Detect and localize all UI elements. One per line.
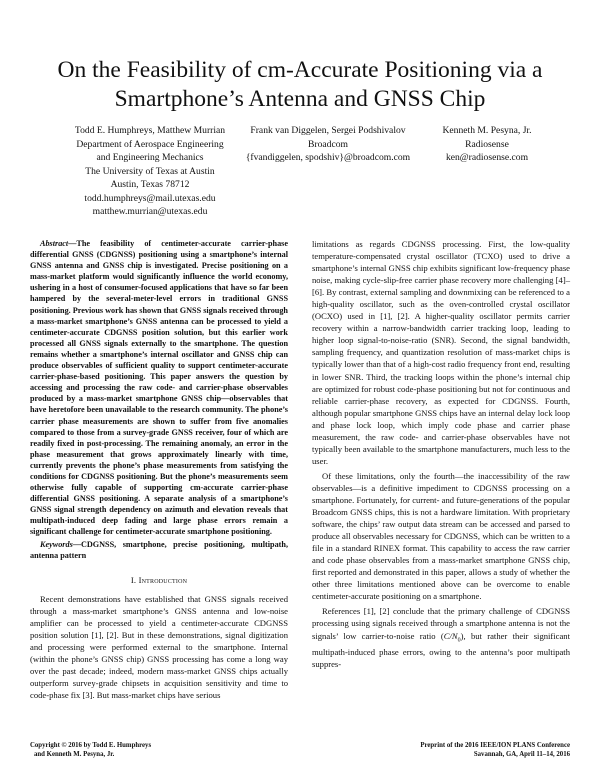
abstract-text: The feasibility of centimeter-accurate carrier-phase differential GNSS (CDGNSS) positioning using a smartphone’s internal GNSS antenna and GNSS chip is investigated. Precise positioning on a mass-market platform would significantly influence the world economy, ushering in a host of consumer-focused applications that have so far been hampered by the several-meter-level errors in traditional GNSS positioning. Previous work has shown that GNSS signals received through a mass-market smartphone’s GNSS antenna can be processed to yield a centimeter-accurate CDGNSS position solution, but this earlier work processed all GNSS signals externally to the smartphone. The question remains whether a smartphone’s internal oscillator and GNSS chip can produce observables of sufficient quality to support centimeter-accurate carrier-phase-based positioning. This paper answers the question by accessing and processing the raw code- and carrier-phase observables produced by a mass-market smartphone GNSS chip—observables that have heretofore been unavailable to the research community. The phone’s carrier phase measurements are shown to suffer from five anomalies compared to those from a survey-grade GNSS receiver, four of which are readily fixed in post-processing. The remaining anomaly, an error in the phase measurement that grows approximately linearly with time, currently prevents the phone’s phase measurements from satisfying the conditions for CDGNSS positioning. But the phone’s measurements seem otherwise fully capable of supporting cm-accurate carrier-phase differential GNSS positioning. A separate analysis of a smartphone’s GNSS signal strength dependency on azimuth and elevation reveals that multipath-induced deep fading and large phase errors remain a significant challenge for centimeter-accurate smartphone positioning. (30, 239, 288, 537)
author-affiliation-line: Radiosense (465, 138, 509, 150)
footer-preprint (420, 742, 570, 759)
author-email: matthew.murrian@utexas.edu (92, 206, 208, 217)
abstract: Abstract—The feasibility of centimeter-accurate carrier-phase differential GNSS (CDGNSS) positioning using a smartphone’s internal GNSS antenna and GNSS chip is investigated. Precise positioning on a mass-market platform would significantly influence the world economy, ushering in a host of consumer-focused applications that have so far been hampered by the several-meter-level errors in traditional GNSS positioning. Previous work has shown that GNSS signals received through a mass-market smartphone’s GNSS antenna can be processed to yield a centimeter-accurate CDGNSS position solution, but this earlier work processed all GNSS signals externally to the smartphone. The question remains whether a smartphone’s internal oscillator and GNSS chip can produce observables of sufficient quality to support centimeter-accurate carrier-phase-based positioning. This paper answers the question by accessing and processing the raw code- and carrier-phase observables produced by a mass-market smartphone GNSS chip—observables that have heretofore been unavailable to the research community. The phone’s carrier phase measurements are shown to suffer from five anomalies compared to those from a survey-grade GNSS receiver, four of which are readily fixed in post-processing. The remaining anomaly, an error in the phase measurement that grows approximately linearly with time, currently prevents the phone’s phase measurements from satisfying the conditions for CDGNSS positioning. But the phone’s measurements seem otherwise fully capable of supporting cm-accurate carrier-phase differential GNSS positioning. A separate analysis of a smartphone’s GNSS signal strength dependency on azimuth and elevation reveals that multipath-induced deep fading and large phase errors remain a significant challenge for centimeter-accurate smartphone positioning. (30, 239, 288, 537)
keywords-text: CDGNSS, smartphone, precise positioning, multipath, antenna pattern (30, 539, 288, 560)
footer-copyright (30, 742, 151, 759)
author-affiliation-line: and Engineering Mechanics (96, 152, 204, 163)
intro-paragraph: Recent demonstrations have established that GNSS signals received through a mass-market smartphone’s GNSS antenna and low-noise amplifier can be processed to yield a centimeter-accurate CDGNSS position solution [1], [2]. But in these demonstrations, signal digitization and processing were performed external to the smartphone. Internal (within the phone’s GNSS chip) GNSS processing has come a long way over the past decade; indeed, modern mass-market GNSS chips actually outperform survey-grade chipsets in acquisition sensitivity and time to code-phase fix [3]. But mass-market chips have serious (30, 593, 288, 701)
author-block-3 (412, 124, 562, 165)
para-text: References [1], [2] conclude that the primary challenge of CDGNSS processing using signals received through a smartphone antenna is not the signals’ low carrier-to-noise ratio ( (312, 606, 570, 641)
body-paragraph (312, 605, 570, 670)
abstract-label: Abstract (40, 239, 69, 248)
keywords-label: Keywords (40, 539, 73, 549)
body-paragraph: Of these limitations, only the fourth—the inaccessibility of the raw observables—is a definitive impediment to CDGNSS processing on a smartphone. Fortunately, for current- and future-generations of the popular Broadcom GNSS chips, this is not a hardware limitation. With proprietary software, the chips’ raw output data stream can be accessed and parsed to produce all observables necessary for CDGNSS, which can be written to a file in a standard RINEX format. This capability to access the raw carrier and code phase observables from a mass-market smartphone GNSS chip, first reported and demonstrated in this paper, allows a study of whether the other three limitations mentioned above can be overcome to enable centimeter-accurate positioning on a smartphone. (312, 470, 570, 602)
author-block-1 (50, 124, 250, 219)
footer-line: Savannah, GA, April 11–14, 2016 (473, 750, 570, 758)
author-names: Kenneth M. Pesyna, Jr. (442, 125, 532, 136)
author-email: ken@radiosense.com (445, 152, 529, 163)
footer-line: Copyright © 2016 by Todd E. Humphreys (30, 742, 152, 749)
author-affiliation-line: Austin, Texas 78712 (110, 179, 190, 190)
keywords: Keywords—CDGNSS, smartphone, precise positioning, multipath, antenna pattern (30, 539, 288, 560)
right-column (312, 238, 570, 670)
section-heading-introduction: I. Introduction (130, 574, 188, 585)
paper-title: On the Feasibility of cm-Accurate Positioning via a Smartphone’s Antenna and GNSS Chip (57, 57, 543, 112)
author-names: Frank van Diggelen, Sergei Podshivalov (250, 125, 406, 136)
author-affiliation-line: Broadcom (308, 138, 348, 150)
author-email: {fvandiggelen, spodshiv}@broadcom.com (245, 152, 411, 163)
left-column (30, 238, 288, 701)
author-block-2 (238, 124, 418, 165)
author-affiliation-line: Department of Aerospace Engineering (76, 138, 224, 150)
author-email: todd.humphreys@mail.utexas.edu (84, 192, 216, 204)
footer-line: and Kenneth M. Pesyna, Jr. (34, 750, 115, 758)
para-text: ), but rather their significant multipath-induced phase errors, owing to the antenna’s poor multipath suppres- (312, 630, 570, 670)
body-paragraph: limitations as regards CDGNSS processing. First, the low-quality temperature-compensated crystal oscillator (TCXO) used to drive a smartphone’s internal GNSS chip exhibits significant low-frequency phase noise, making cycle-slip-free carrier phase recovery more challenging [4]–[6]. By contrast, external sampling and downmixing can be referenced to a high-quality oscillator, such as the oven-controlled crystal oscillator (OCXO) used in [1], [2]. A higher-quality oscillator permits carrier recovery within a narrow-bandwidth carrier tracking loop, leading to higher loop signal-to-noise-ratio (SNR). Second, the signal bandwidth, sampling frequency, and quantization resolution of mass-market chips is typically lower than that of a high-cost radio frequency front end, resulting in lower SNR. Third, the tracking loops within the phone’s internal chip are optimized for robust code-phase positioning but not for continuous and reliable carrier-phase recovery, as expected for CDGNSS. Fourth, although popular smartphone GNSS chips have an internal delay lock loop and phase lock loop, which imply code phase and carrier phase measurement, the raw code- and carrier-phase observables have not typically been available to the smartphone manufacturers, much less to the user. (312, 239, 570, 466)
author-names: Todd E. Humphreys, Matthew Murrian (74, 125, 226, 136)
footer-line: Preprint of the 2016 IEEE/ION PLANS Conference (420, 742, 570, 749)
math-cn0: C/N (443, 630, 458, 641)
math-subscript: 0 (457, 637, 461, 644)
author-affiliation-line: The University of Texas at Austin (85, 165, 215, 177)
